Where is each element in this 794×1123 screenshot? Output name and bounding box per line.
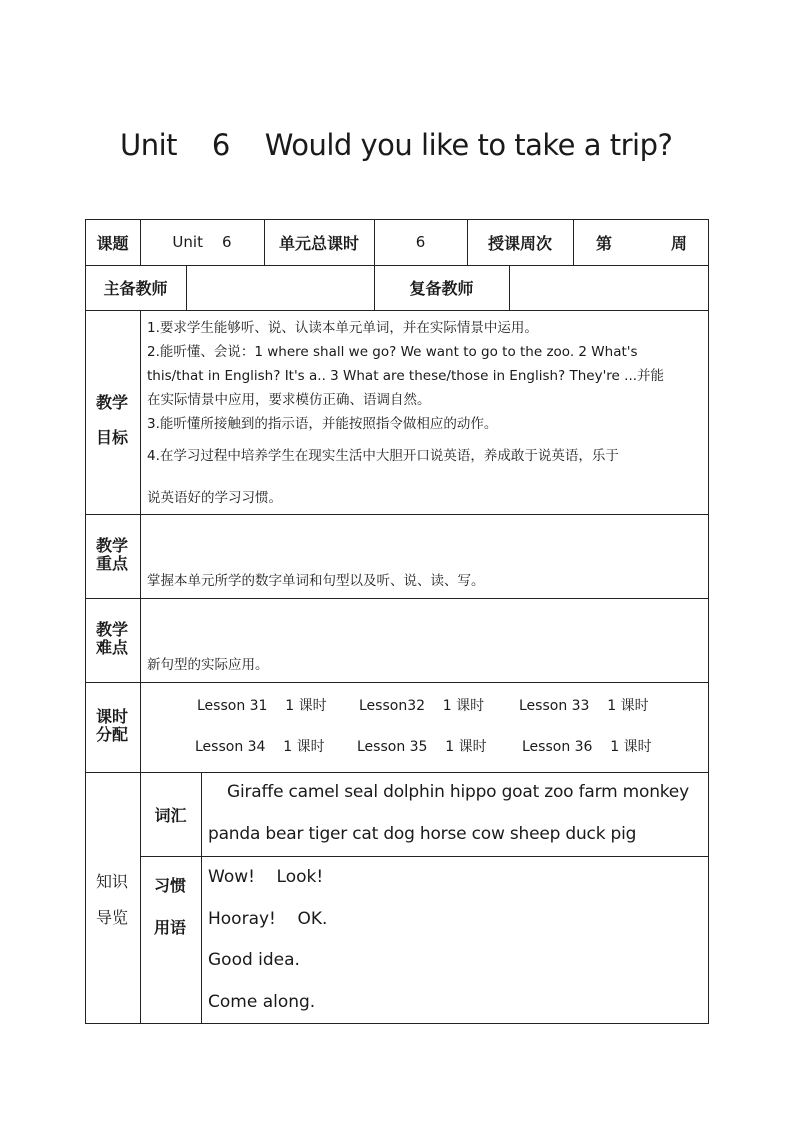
main-teacher-value xyxy=(186,265,374,310)
row-divider xyxy=(85,682,709,683)
objective-line: 1.要求学生能够听、说、认读本单元单词，并在实际情景中运用。 xyxy=(147,320,538,336)
review-teacher-label: 复备教师 xyxy=(409,279,474,298)
phrase-item: Good idea. xyxy=(208,950,300,970)
key-points-label-line2: 重点 xyxy=(95,554,128,573)
total-hours-value: 6 xyxy=(415,233,426,251)
review-teacher-value xyxy=(509,265,708,310)
vocab-label: 词汇 xyxy=(154,805,187,825)
key-points-label-line1: 教学 xyxy=(95,536,128,555)
phrase-item: Wow! Look! xyxy=(208,867,324,887)
page-title: Unit 6 Would you like to take a trip? xyxy=(120,128,673,162)
knowledge-label-line2: 导览 xyxy=(95,908,128,927)
lesson-entry: Lesson32 1 课时 xyxy=(359,698,485,714)
phrases-label-line1: 习惯 xyxy=(153,876,186,895)
schedule-label xyxy=(85,708,139,744)
table-border-bottom xyxy=(85,1023,709,1024)
vocab-line: Giraffe camel seal dolphin hippo goat zoo farm monkey xyxy=(227,782,689,802)
difficulties-label-line1: 教学 xyxy=(95,620,128,639)
lesson-entry: Lesson 31 1 课时 xyxy=(197,698,327,714)
schedule-label-line1: 课时 xyxy=(95,707,128,726)
difficulties-text: 新句型的实际应用。 xyxy=(147,657,269,673)
week-label: 授课周次 xyxy=(487,233,552,253)
phrases-label-line2: 用语 xyxy=(153,918,186,937)
lesson-entry: Lesson 34 1 课时 xyxy=(195,739,325,755)
col-divider xyxy=(573,219,574,265)
row-divider xyxy=(140,856,709,857)
knowledge-label-line1: 知识 xyxy=(95,872,128,891)
week-suffix: 周 xyxy=(670,233,687,253)
objectives-label-line1: 教学 xyxy=(95,393,128,412)
difficulties-label-line2: 难点 xyxy=(95,638,128,657)
objective-line: 在实际情景中应用，要求模仿正确、语调自然。 xyxy=(147,392,431,408)
main-teacher-label: 主备教师 xyxy=(103,279,168,298)
objective-line: this/that in English? It's a.. 3 What are these/those in English? They're ...并能 xyxy=(147,368,665,384)
topic-label: 课题 xyxy=(96,233,129,253)
difficulties-label xyxy=(85,621,139,657)
total-hours-label: 单元总课时 xyxy=(278,233,359,253)
phrase-item: Hooray! OK. xyxy=(208,909,328,929)
col-divider xyxy=(201,772,202,1023)
objective-line: 2.能听懂、会说：1 where shall we go? We want to go to the zoo. 2 What's xyxy=(147,344,638,360)
phrase-item: Come along. xyxy=(208,992,316,1012)
knowledge-label xyxy=(85,864,139,936)
phrases-label xyxy=(143,865,197,949)
objective-line: 4.在学习过程中培养学生在现实生活中大胆开口说英语，养成敢于说英语，乐于 xyxy=(147,448,619,464)
row-divider xyxy=(85,598,709,599)
week-prefix: 第 xyxy=(595,233,612,253)
table-border-right xyxy=(708,219,709,1024)
col-divider xyxy=(140,310,141,1023)
topic-value: Unit 6 xyxy=(172,233,232,251)
lesson-entry: Lesson 33 1 课时 xyxy=(519,698,649,714)
row-divider xyxy=(85,310,709,311)
objective-line: 3.能听懂所接触到的指示语，并能按照指令做相应的动作。 xyxy=(147,416,498,432)
vocab-line: panda bear tiger cat dog horse cow sheep duck pig xyxy=(208,824,637,844)
lesson-entry: Lesson 35 1 课时 xyxy=(357,739,487,755)
lesson-plan-table xyxy=(85,219,709,1024)
key-points-label xyxy=(85,537,139,573)
objective-line: 说英语好的学习习惯。 xyxy=(147,490,282,506)
objectives-label-line2: 目标 xyxy=(95,428,128,447)
schedule-label-line2: 分配 xyxy=(95,725,128,744)
row-divider xyxy=(85,514,709,515)
lesson-entry: Lesson 36 1 课时 xyxy=(522,739,652,755)
objectives-label xyxy=(85,385,139,455)
key-points-text: 掌握本单元所学的数字单词和句型以及听、说、读、写。 xyxy=(147,573,485,589)
